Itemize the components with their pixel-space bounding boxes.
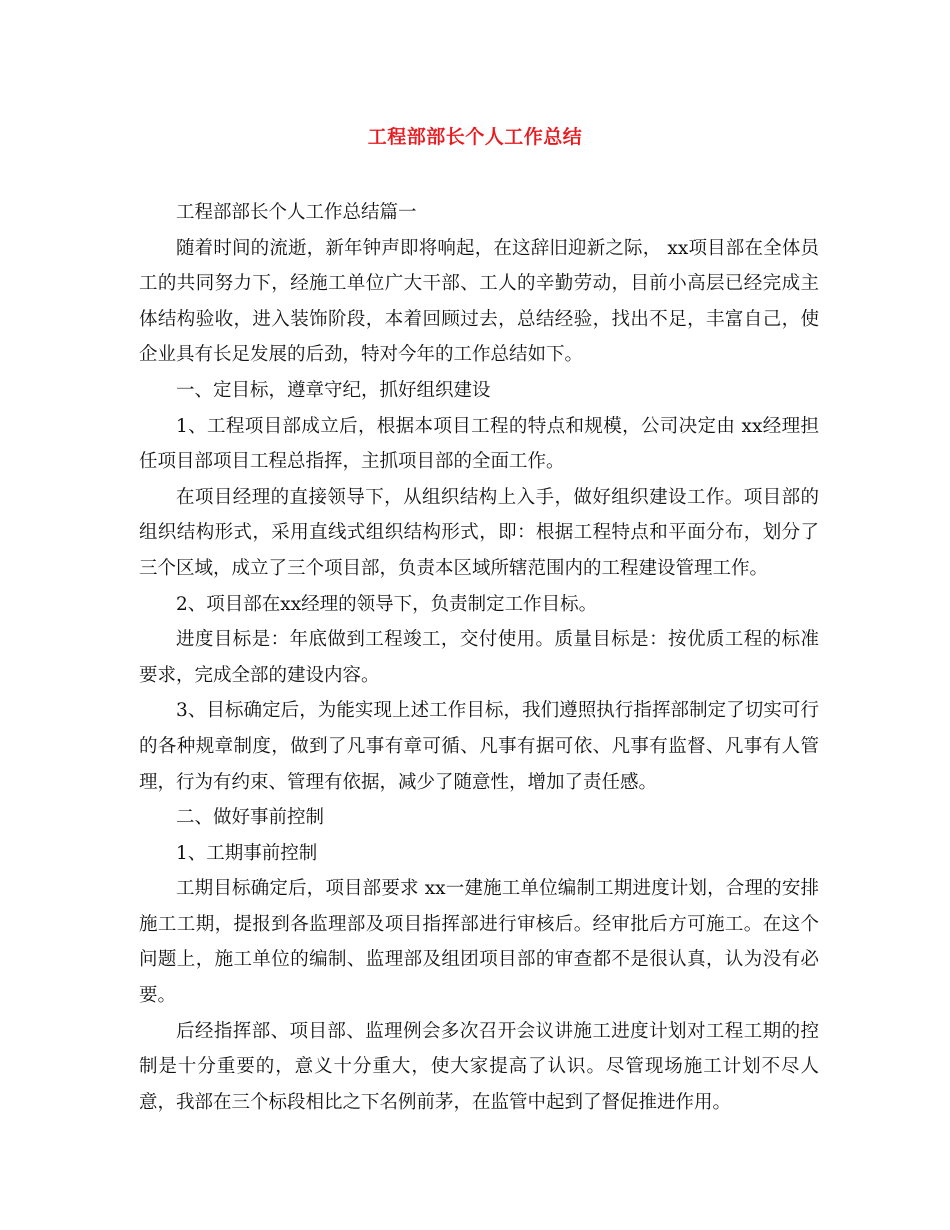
paragraph: 进度目标是：年底做到工程竣工，交付使用。质量目标是：按优质工程的标准要求，完成全部的建设内容。 — [139, 629, 819, 686]
document-body — [139, 195, 819, 1120]
paragraph: 工期目标确定后，项目部要求 xx一建施工单位编制工期进度计划，合理的安排施工工期，提报到各监理部及项目指挥部进行审核后。经审批后方可施工。在这个问题上，施工单位的编制、监理部及组团项目部的审查都不是很认真，认为没有必要。 — [139, 878, 819, 1007]
paragraph: 3、目标确定后，为能实现上述工作目标，我们遵照执行指挥部制定了切实可行的各种规章制度，做到了凡事有章可循、凡事有据可依、凡事有监督、凡事有人管理，行为有约束、管理有依据，减少了随意性，增加了责任感。 — [139, 700, 819, 793]
subsection-heading: 1、工期事前控制 — [176, 842, 318, 864]
section-heading: 一、定目标，遵章守纪，抓好组织建设 — [176, 379, 491, 401]
paragraph: 随着时间的流逝，新年钟声即将响起，在这辞旧迎新之际， xx项目部在全体员工的共同努力下，经施工单位广大干部、工人的辛勤劳动，目前小高层已经完成主体结构验收，进入装饰阶段，本着回顾过去，总结经验，找出不足，丰富自己，使企业具有长足发展的后劲，特对今年的工作总结如下。 — [139, 237, 819, 366]
paragraph: 后经指挥部、项目部、监理例会多次召开会议讲施工进度计划对工程工期的控制是十分重要的，意义十分重大，使大家提高了认识。尽管现场施工计划不尽人意，我部在三个标段相比之下名例前茅，在监管中起到了督促推进作用。 — [139, 1020, 819, 1113]
paragraph: 在项目经理的直接领导下，从组织结构上入手，做好组织建设工作。项目部的组织结构形式，采用直线式组织结构形式，即：根据工程特点和平面分布，划分了三个区域，成立了三个项目部，负责本区域所辖范围内的工程建设管理工作。 — [139, 486, 819, 579]
section-heading: 二、做好事前控制 — [176, 807, 325, 829]
paragraph: 2、项目部在xx经理的领导下，负责制定工作目标。 — [176, 593, 598, 615]
document-title: 工程部部长个人工作总结 — [367, 126, 583, 148]
paragraph: 1、工程项目部成立后，根据本项目工程的特点和规模，公司决定由 xx经理担任项目部项目工程总指挥，主抓项目部的全面工作。 — [139, 415, 819, 473]
section-heading: 工程部部长个人工作总结篇一 — [176, 202, 417, 223]
